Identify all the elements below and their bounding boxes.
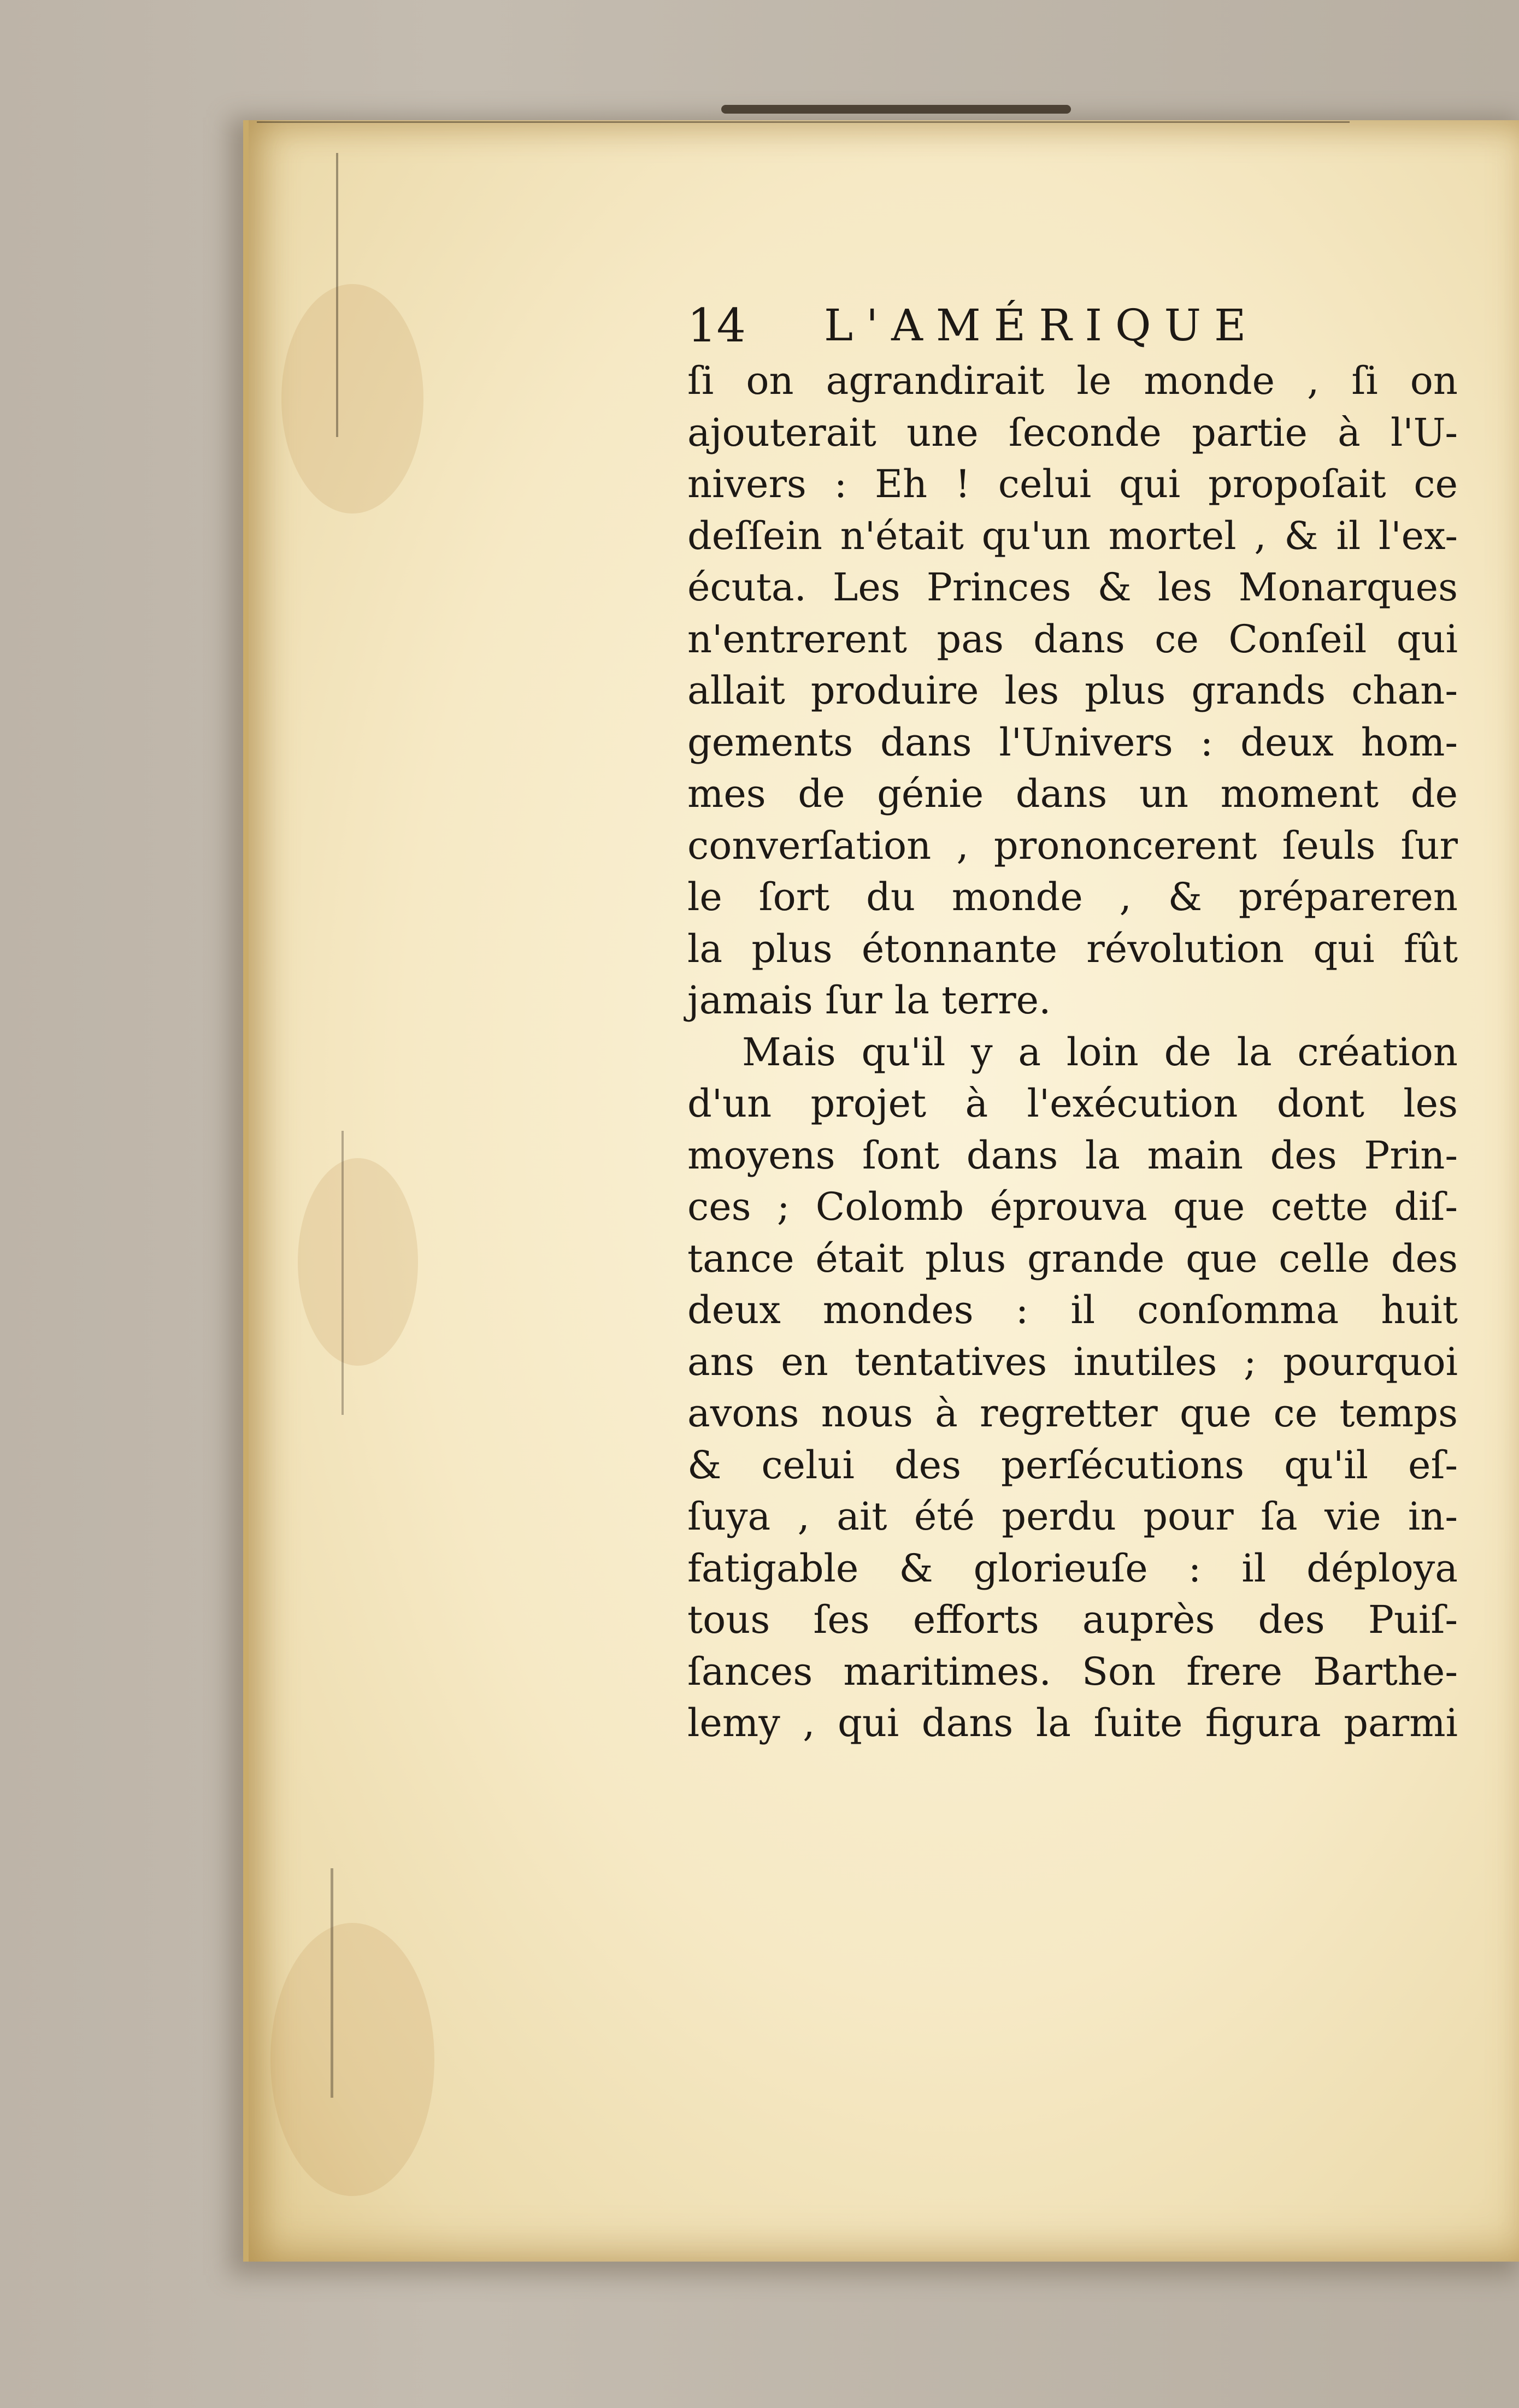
text-line: ſuya , ait été perdu pour ſa vie in- bbox=[687, 1494, 1458, 1539]
text-line: ajouterait une ſeconde partie à l'U- bbox=[687, 410, 1458, 455]
text-line: ſi on agrandirait le monde , ſi on bbox=[687, 358, 1458, 403]
text-line: deux mondes : il conſomma huit bbox=[687, 1288, 1458, 1332]
text-line: ces ; Colomb éprouva que cette diſ- bbox=[687, 1184, 1458, 1229]
text-line: ſances maritimes. Son frere Barthe- bbox=[687, 1649, 1458, 1694]
text-line: n'entrerent pas dans ce Conſeil qui bbox=[687, 616, 1458, 662]
text-line: gements dans l'Univers : deux hom- bbox=[687, 719, 1458, 765]
text-line: avons nous à regretter que ce temps bbox=[687, 1391, 1458, 1436]
text-line: mes de génie dans un moment de bbox=[687, 771, 1458, 816]
text-line: ans en tentatives inutiles ; pourquoi bbox=[687, 1339, 1458, 1384]
paper-stain bbox=[298, 1158, 418, 1366]
text-line: deſſein n'était qu'un mortel , & il l'ex- bbox=[687, 513, 1458, 558]
binding-crease bbox=[342, 1131, 344, 1415]
page-number: 14 bbox=[687, 299, 746, 352]
text-line: & celui des perſécutions qu'il eſ- bbox=[687, 1442, 1458, 1488]
text-line: la plus étonnante révolution qui fût bbox=[687, 926, 1458, 971]
torn-page-edge bbox=[721, 105, 1071, 114]
text-line: Mais qu'il y a loin de la création bbox=[742, 1029, 1458, 1075]
text-line: fatigable & glorieuſe : il déploya bbox=[687, 1545, 1458, 1591]
body-text bbox=[687, 355, 1458, 1749]
binding-crease bbox=[336, 153, 338, 437]
text-line: le ſort du monde , & prépareren bbox=[687, 875, 1458, 919]
paragraph bbox=[687, 355, 1458, 1026]
paper-stain bbox=[281, 284, 423, 514]
paper-stain bbox=[270, 1923, 434, 2196]
text-line: allait produire les plus grands chan- bbox=[687, 668, 1458, 713]
text-line: d'un projet à l'exécution dont les bbox=[687, 1081, 1458, 1126]
text-line: écuta. Les Princes & les Monarques bbox=[687, 565, 1458, 610]
text-line: moyens ſont dans la main des Prin- bbox=[687, 1132, 1458, 1178]
page-header bbox=[687, 295, 1458, 355]
text-line: converſation , prononcerent ſeuls ſur bbox=[687, 823, 1458, 868]
text-line: tous ſes efforts auprès des Puiſ- bbox=[687, 1597, 1458, 1642]
text-line: tance était plus grande que celle des bbox=[687, 1236, 1458, 1281]
text-line: lemy , qui dans la ſuite figura parmi bbox=[687, 1701, 1458, 1745]
running-head: L'AMÉRIQUE bbox=[824, 300, 1259, 351]
torn-page-edge bbox=[257, 121, 1350, 123]
binding-crease bbox=[331, 1868, 333, 2098]
paragraph bbox=[687, 1026, 1458, 1749]
text-line: nivers : Eh ! celui qui propoſait ce bbox=[687, 462, 1458, 506]
text-line: jamais ſur la terre. bbox=[687, 978, 1051, 1023]
